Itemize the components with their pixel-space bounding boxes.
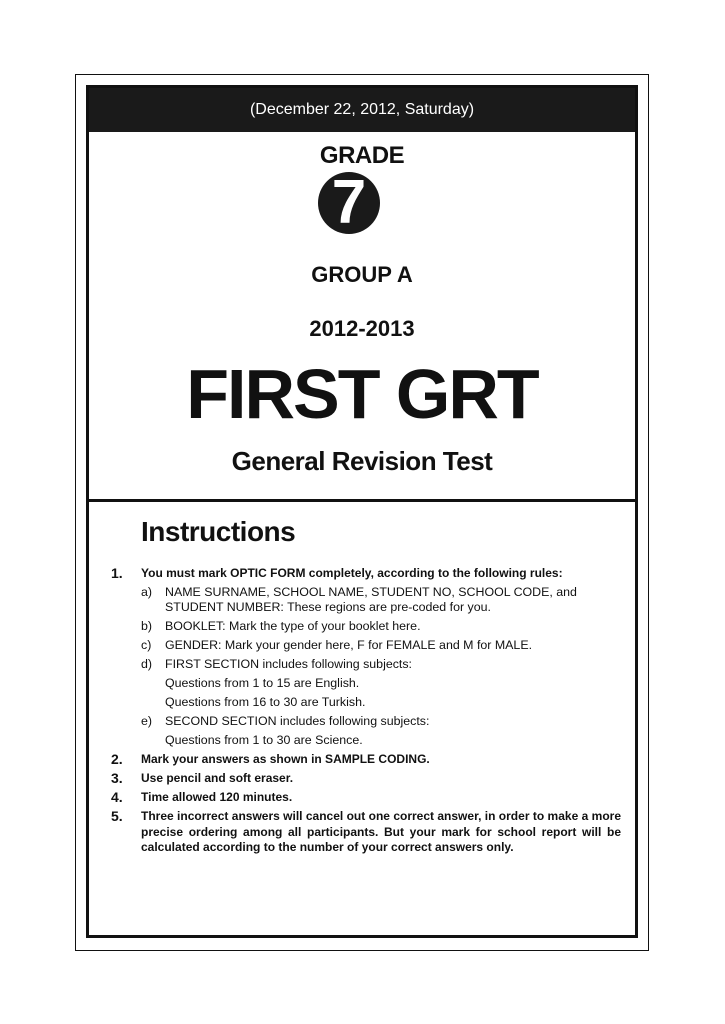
sub-text: SECOND SECTION includes following subjects: [165, 714, 430, 728]
sub-letter: c) [141, 638, 152, 652]
item-text: You must mark OPTIC FORM completely, according to the following rules: [141, 566, 563, 580]
instructions-heading: Instructions [141, 516, 296, 547]
sub-item [111, 657, 621, 672]
item-text: Three incorrect answers will cancel out one correct answer, in order to make a more precise ordering among all participants. But your mark for school report will be calculated according to the number of your correct answers only. [141, 809, 621, 854]
item-number: 4. [111, 789, 123, 805]
sub-text: Questions from 16 to 30 are Turkish. [165, 695, 366, 709]
sub-item [111, 619, 621, 634]
sub-letter: e) [141, 714, 153, 728]
instruction-item [111, 809, 621, 856]
sub-text: Questions from 1 to 30 are Science. [165, 733, 363, 747]
grade-label: GRADE [319, 142, 405, 169]
item-text: Time allowed 120 minutes. [141, 790, 293, 804]
item-number: 1. [111, 565, 123, 581]
sub-text: NAME SURNAME, SCHOOL NAME, STUDENT NO, SCHOOL CODE, and STUDENT NUMBER: These regions are pre-coded for you. [165, 585, 577, 614]
item-text: Mark your answers as shown in SAMPLE CODING. [141, 752, 430, 766]
sub-item [111, 638, 621, 653]
sub-text: GENDER: Mark your gender here, F for FEMALE and M for MALE. [165, 638, 533, 652]
instruction-item [111, 566, 621, 580]
item-number: 3. [111, 770, 123, 786]
sub-text: Questions from 1 to 15 are English. [165, 676, 360, 690]
grade-number-badge: 7 [318, 172, 380, 234]
instruction-item [111, 771, 621, 785]
sub-item [111, 695, 621, 710]
instructions-section [89, 502, 635, 938]
sub-letter: d) [141, 657, 153, 671]
instruction-item [111, 752, 621, 766]
sub-text: FIRST SECTION includes following subjects: [165, 657, 412, 671]
date-banner: (December 22, 2012, Saturday) [89, 88, 635, 132]
sub-item [111, 676, 621, 691]
sub-item [111, 733, 621, 748]
cover-header [89, 132, 635, 502]
group-label: GROUP A [311, 262, 413, 287]
sub-item [111, 585, 621, 615]
instruction-item [111, 790, 621, 804]
sub-item [111, 714, 621, 729]
sub-letter: b) [141, 619, 153, 633]
item-text: Use pencil and soft eraser. [141, 771, 294, 785]
page-frame [86, 85, 638, 938]
item-number: 5. [111, 808, 123, 824]
item-number: 2. [111, 751, 123, 767]
sub-text: BOOKLET: Mark the type of your booklet here. [165, 619, 421, 633]
academic-year: 2012-2013 [309, 316, 415, 341]
sub-letter: a) [141, 585, 153, 599]
test-title: FIRST GRT [186, 355, 538, 433]
test-subtitle: General Revision Test [231, 446, 493, 476]
instructions-list [111, 566, 621, 861]
